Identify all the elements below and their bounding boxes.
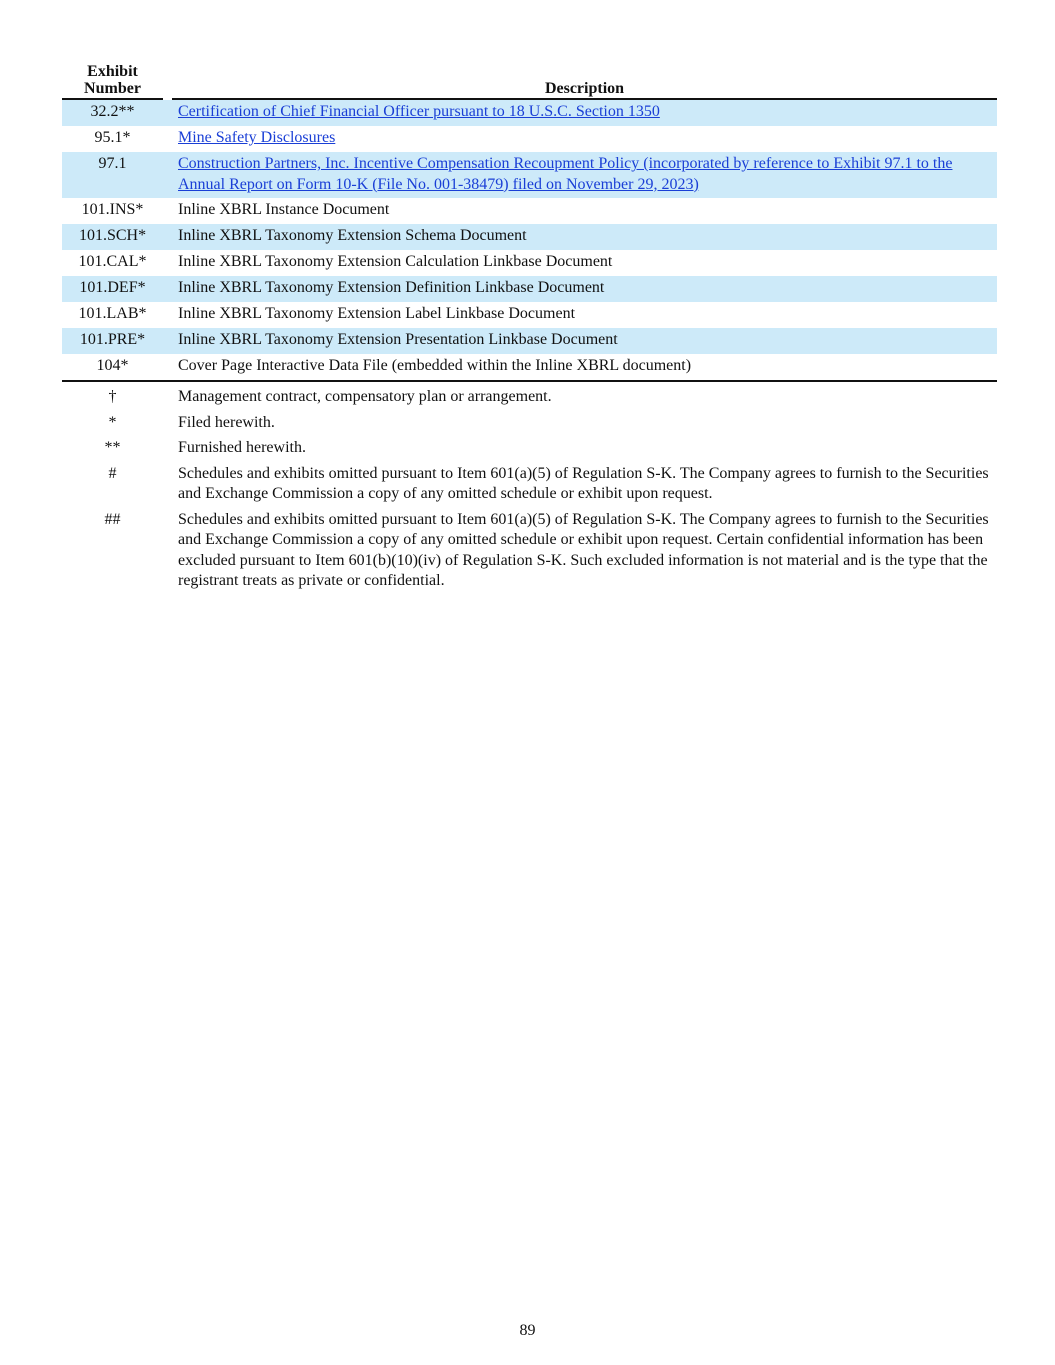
- table-body: [62, 100, 997, 380]
- exhibit-description-cell: [163, 250, 997, 276]
- exhibit-number: 97.1: [98, 155, 127, 172]
- header-number-line1: Exhibit: [87, 63, 138, 80]
- footnote: [62, 410, 997, 436]
- exhibit-description: Inline XBRL Taxonomy Extension Schema Document: [178, 227, 527, 244]
- footnote: [62, 435, 997, 461]
- exhibit-table: [62, 62, 997, 594]
- exhibit-number: 104*: [96, 357, 129, 374]
- header-rule-description: [172, 98, 997, 100]
- footnote-text: Management contract, compensatory plan or arrangement.: [178, 388, 552, 405]
- header-description: Description: [544, 80, 625, 97]
- table-row: [62, 126, 997, 152]
- exhibit-description-cell: [163, 328, 997, 354]
- exhibit-number: 101.SCH*: [78, 227, 147, 244]
- exhibit-description: Inline XBRL Instance Document: [178, 201, 390, 218]
- footnote-symbol: **: [104, 439, 121, 456]
- exhibit-link[interactable]: Mine Safety Disclosures: [178, 129, 336, 146]
- footnote-symbol: #: [108, 464, 117, 482]
- footnote: [62, 507, 997, 594]
- footnote-symbol: †: [108, 388, 117, 405]
- exhibit-number: 95.1*: [94, 129, 131, 146]
- footnote: [62, 384, 997, 410]
- header-rule-number: [62, 98, 163, 100]
- exhibit-description: Cover Page Interactive Data File (embedded within the Inline XBRL document): [178, 357, 692, 374]
- table-row: [62, 276, 997, 302]
- table-bottom-rule: [62, 380, 997, 382]
- table-row: [62, 328, 997, 354]
- exhibit-description: Inline XBRL Taxonomy Extension Presentation Linkbase Document: [178, 331, 618, 348]
- exhibit-description: Inline XBRL Taxonomy Extension Label Linkbase Document: [178, 305, 576, 322]
- exhibit-number: 101.INS*: [81, 201, 144, 218]
- table-row: [62, 354, 997, 380]
- footnote-text: Furnished herewith.: [178, 439, 306, 456]
- exhibit-number: 101.LAB*: [78, 305, 147, 322]
- exhibit-description: Inline XBRL Taxonomy Extension Definition Linkbase Document: [178, 279, 605, 296]
- footnotes: [62, 384, 997, 594]
- exhibit-description-cell: [163, 100, 997, 126]
- table-row: [62, 250, 997, 276]
- footnote-symbol: *: [108, 413, 117, 431]
- footnote-text: Schedules and exhibits omitted pursuant to Item 601(a)(5) of Regulation S-K. The Company agrees to furnish to the Securities and Exchange Commission a copy of any omitted schedule or exhibit upon request.: [178, 464, 989, 502]
- table-row: [62, 198, 997, 224]
- table-row: [62, 302, 997, 328]
- exhibit-description-cell: [163, 224, 997, 250]
- exhibit-description-cell: [163, 152, 997, 198]
- page-number: 89: [519, 1322, 536, 1339]
- exhibit-number: 32.2**: [90, 103, 135, 120]
- table-row: [62, 224, 997, 250]
- exhibit-description-cell: [163, 276, 997, 302]
- exhibit-description-cell: [163, 302, 997, 328]
- footnote-text: Schedules and exhibits omitted pursuant to Item 601(a)(5) of Regulation S-K. The Company agrees to furnish to the Securities and Exchange Commission a copy of any omitted schedule or exhibit upon request. Certain confidential information has been excluded pursuant to Item 601(b)(10)(iv) of Regulation S-K. Such excluded information is not material and is the type that the registrant treats as private or confidential.: [178, 510, 989, 589]
- footnote: [62, 461, 997, 507]
- exhibit-number: 101.CAL*: [78, 253, 147, 270]
- exhibit-link[interactable]: Certification of Chief Financial Officer pursuant to 18 U.S.C. Section 1350: [178, 103, 660, 120]
- exhibit-description: Inline XBRL Taxonomy Extension Calculation Linkbase Document: [178, 253, 613, 270]
- exhibit-description-cell: [163, 354, 997, 380]
- exhibit-number: 101.PRE*: [79, 331, 146, 348]
- footnote-symbol: ##: [104, 510, 121, 528]
- exhibit-link[interactable]: Construction Partners, Inc. Incentive Compensation Recoupment Policy (incorporated by reference to Exhibit 97.1 to the Annual Report on Form 10-K (File No. 001-38479) filed on November 29, 2023): [178, 155, 953, 193]
- header-exhibit-number: [62, 63, 163, 97]
- table-header: [62, 62, 997, 100]
- footnote-text: Filed herewith.: [178, 413, 275, 431]
- table-row: [62, 100, 997, 126]
- exhibit-description-cell: [163, 126, 997, 152]
- header-number-line2: Number: [84, 80, 141, 97]
- exhibit-description-cell: [163, 198, 997, 224]
- table-row: [62, 152, 997, 198]
- exhibit-number: 101.DEF*: [79, 279, 146, 296]
